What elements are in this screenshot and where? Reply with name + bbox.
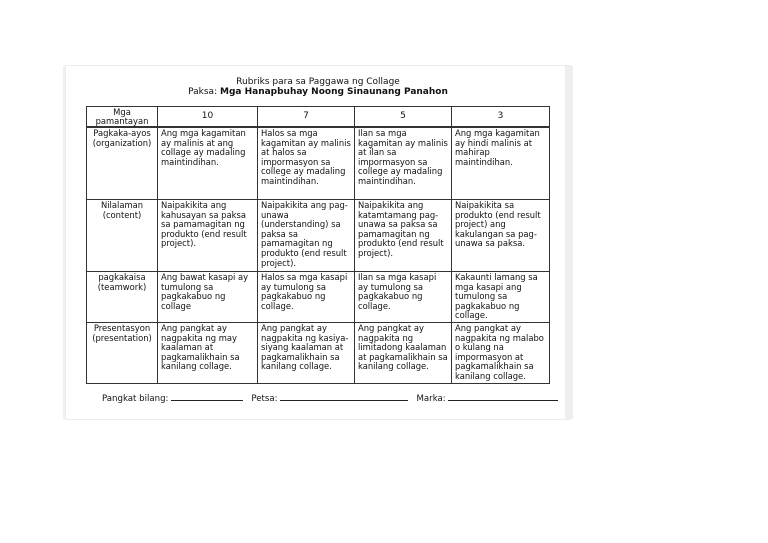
topic-text: Mga Hanapbuhay Noong Sinaunang Panahon bbox=[219, 87, 448, 97]
descriptor-cell: Halos sa mga kagamitan ay malinis at halos sa impormasyon sa college ay madaling maintindihan. bbox=[258, 127, 355, 200]
descriptor-cell: Ang pangkat ay nagpakita ng limitadong kaalaman at pagkamalikhain sa kanilang collage. bbox=[355, 323, 452, 384]
descriptor-cell: Ilan sa mga kagamitan ay malinis at ilan sa impormasyon sa college ay madaling maintindihan. bbox=[355, 127, 452, 200]
descriptor-cell: Ang pangkat ay nagpakita ng may kaalaman at pagkamalikhain sa kanilang collage. bbox=[158, 323, 258, 384]
footer-fields bbox=[102, 391, 558, 405]
descriptor-cell: Ang mga kagamitan ay hindi malinis at mahirap maintindihan. bbox=[452, 127, 550, 200]
descriptor-cell: Naipakikita ang pag-unawa (understanding) sa paksa sa pamamagitan ng produkto (end result project). bbox=[258, 200, 355, 272]
descriptor-cell: Ang pangkat ay nagpakita ng malabo o kulang na impormasyon at pagkamalikhain sa kanilang collage. bbox=[452, 323, 550, 384]
header-score-3: 3 bbox=[452, 107, 550, 128]
document-topic bbox=[66, 87, 570, 98]
header-row bbox=[87, 107, 550, 128]
page-edge-right bbox=[565, 66, 573, 419]
descriptor-cell: Ang pangkat ay nagpakita ng kasiya-siyang kaalaman at pagkamalikhain sa kanilang collage. bbox=[258, 323, 355, 384]
descriptor-cell: Ang bawat kasapi ay tumulong sa pagkakabuo ng collage bbox=[158, 272, 258, 323]
topic-label: Paksa: bbox=[188, 87, 218, 97]
descriptor-cell: Ang mga kagamitan ay malinis at ang collage ay madaling maintindihan. bbox=[158, 127, 258, 200]
header-score-7: 7 bbox=[258, 107, 355, 128]
table-row bbox=[87, 200, 550, 272]
descriptor-cell: Naipakikita sa produkto (end result project) ang kakulangan sa pag-unawa sa paksa. bbox=[452, 200, 550, 272]
document-title: Rubriks para sa Paggawa ng Collage bbox=[236, 77, 400, 87]
criterion-cell: Nilalaman (content) bbox=[87, 200, 158, 272]
criterion-cell: pagkakaisa (teamwork) bbox=[87, 272, 158, 323]
header-criteria: Mga pamantayan bbox=[87, 107, 158, 128]
group-number-label: Pangkat bilang: bbox=[102, 394, 169, 404]
rubric-table bbox=[86, 106, 550, 384]
date-blank[interactable] bbox=[280, 391, 408, 401]
date-label: Petsa: bbox=[251, 394, 278, 404]
score-label: Marka: bbox=[416, 394, 446, 404]
group-number-blank[interactable] bbox=[171, 391, 243, 401]
descriptor-cell: Naipakikita ang kahusayan sa paksa sa pamamagitan ng produkto (end result project). bbox=[158, 200, 258, 272]
descriptor-cell: Halos sa mga kasapi ay tumulong sa pagkakabuo ng collage. bbox=[258, 272, 355, 323]
header-score-10: 10 bbox=[158, 107, 258, 128]
score-blank[interactable] bbox=[448, 391, 558, 401]
criterion-cell: Presentasyon (presentation) bbox=[87, 323, 158, 384]
table-row bbox=[87, 323, 550, 384]
header-score-5: 5 bbox=[355, 107, 452, 128]
descriptor-cell: Naipakikita ang katamtamang pag-unawa sa paksa sa pamamagitan ng produkto (end result project). bbox=[355, 200, 452, 272]
criterion-cell: Pagkaka-ayos (organization) bbox=[87, 127, 158, 200]
table-row bbox=[87, 127, 550, 200]
table-row bbox=[87, 272, 550, 323]
descriptor-cell: Kakaunti lamang sa mga kasapi ang tumulong sa pagkakabuo ng collage. bbox=[452, 272, 550, 323]
descriptor-cell: Ilan sa mga kasapi ay tumulong sa pagkakabuo ng collage. bbox=[355, 272, 452, 323]
